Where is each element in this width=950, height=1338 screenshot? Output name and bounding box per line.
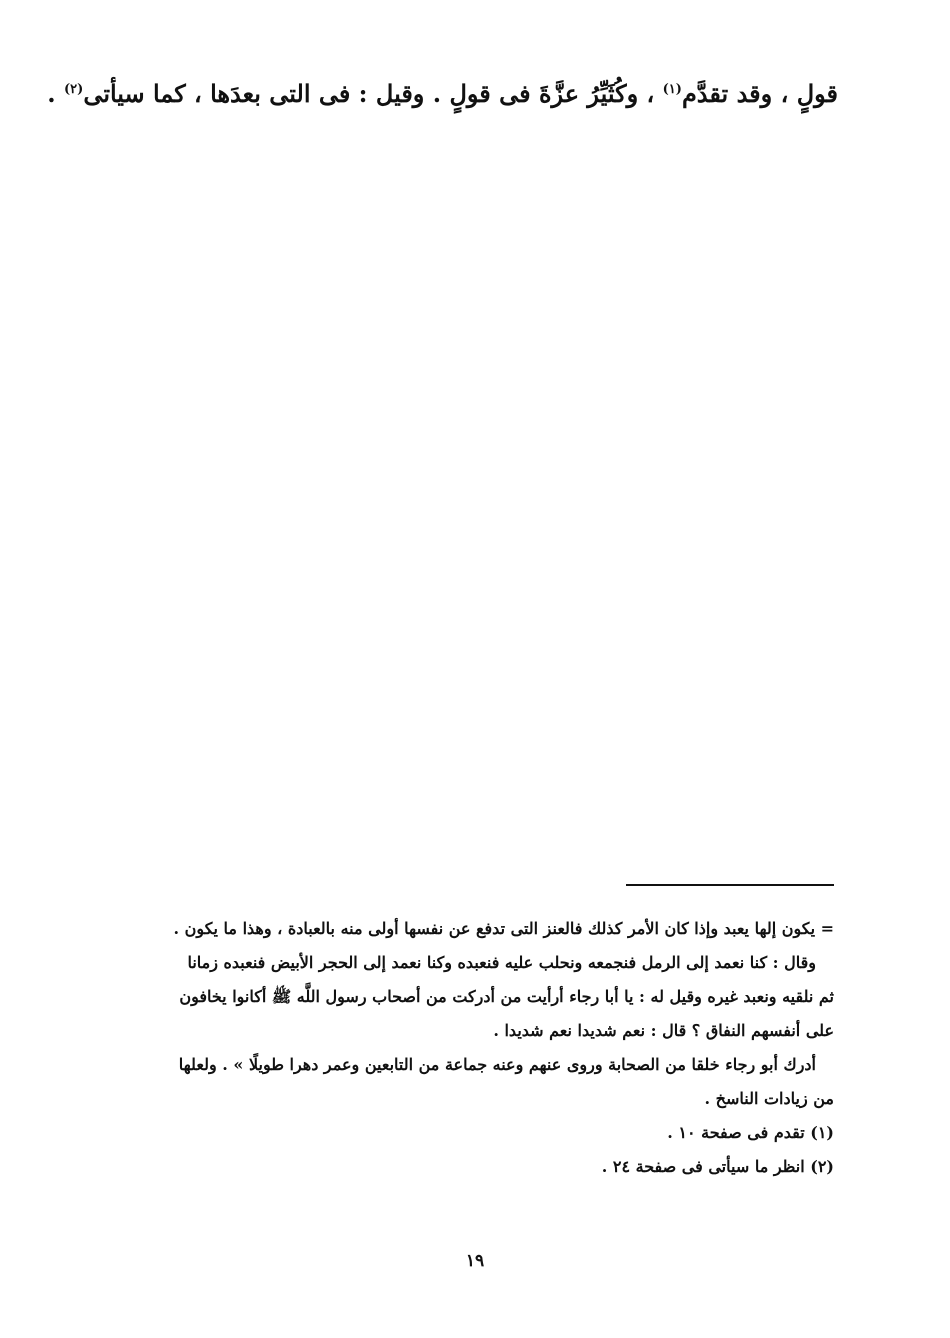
footnote-line: ثم نلقيه ونعبد غيره وقيل له : يا أبا رجاء أرأيت من أدركت من أصحاب رسول اللَّه ﷺ أكانوا يخافون [179,987,834,1006]
footnote-line: على أنفسهم النفاق ؟ قال : نعم شديدا نعم شديدا . [493,1021,834,1040]
main-text-line [47,74,838,114]
footnote-line: وقال : كنا نعمد إلى الرمل فنجمعه ونحلب عليه فنعبده وكنا نعمد إلى الحجر الأبيض فنعبده زمانا [187,953,816,972]
main-text-part-1: قولٍ ، وقد تقدَّم [681,79,838,108]
footnote-line: = يكون إلها يعبد وإذا كان الأمر كذلك فالعنز التى تدفع عن نفسها أولى منه بالعبادة ، وهذا ما يكون . [173,919,834,938]
footnote-reference-1: (١) [662,82,682,97]
footnote-separator [626,884,834,886]
page-number: ١٩ [465,1251,485,1271]
footnote-1: (١) تقدم فى صفحة ١٠ . [667,1123,834,1142]
footnotes-block [122,912,834,1184]
footnote-line: أدرك أبو رجاء خلقا من الصحابة وروى عنهم وعنه جماعة من التابعين وعمر دهرا طويلًا » . ولعلها [178,1055,816,1074]
footnote-reference-2: (٢) [64,82,84,97]
main-text-part-3: . [47,79,65,108]
footnote-line: من زيادات الناسخ . [704,1089,834,1108]
footnote-2: (٢) انظر ما سيأتى فى صفحة ٢٤ . [601,1157,834,1176]
main-text-part-2: ، وكُثَيِّرُ عزَّةَ فى قولٍ . وقيل : فى التى بعدَها ، كما سيأتى [83,79,663,108]
